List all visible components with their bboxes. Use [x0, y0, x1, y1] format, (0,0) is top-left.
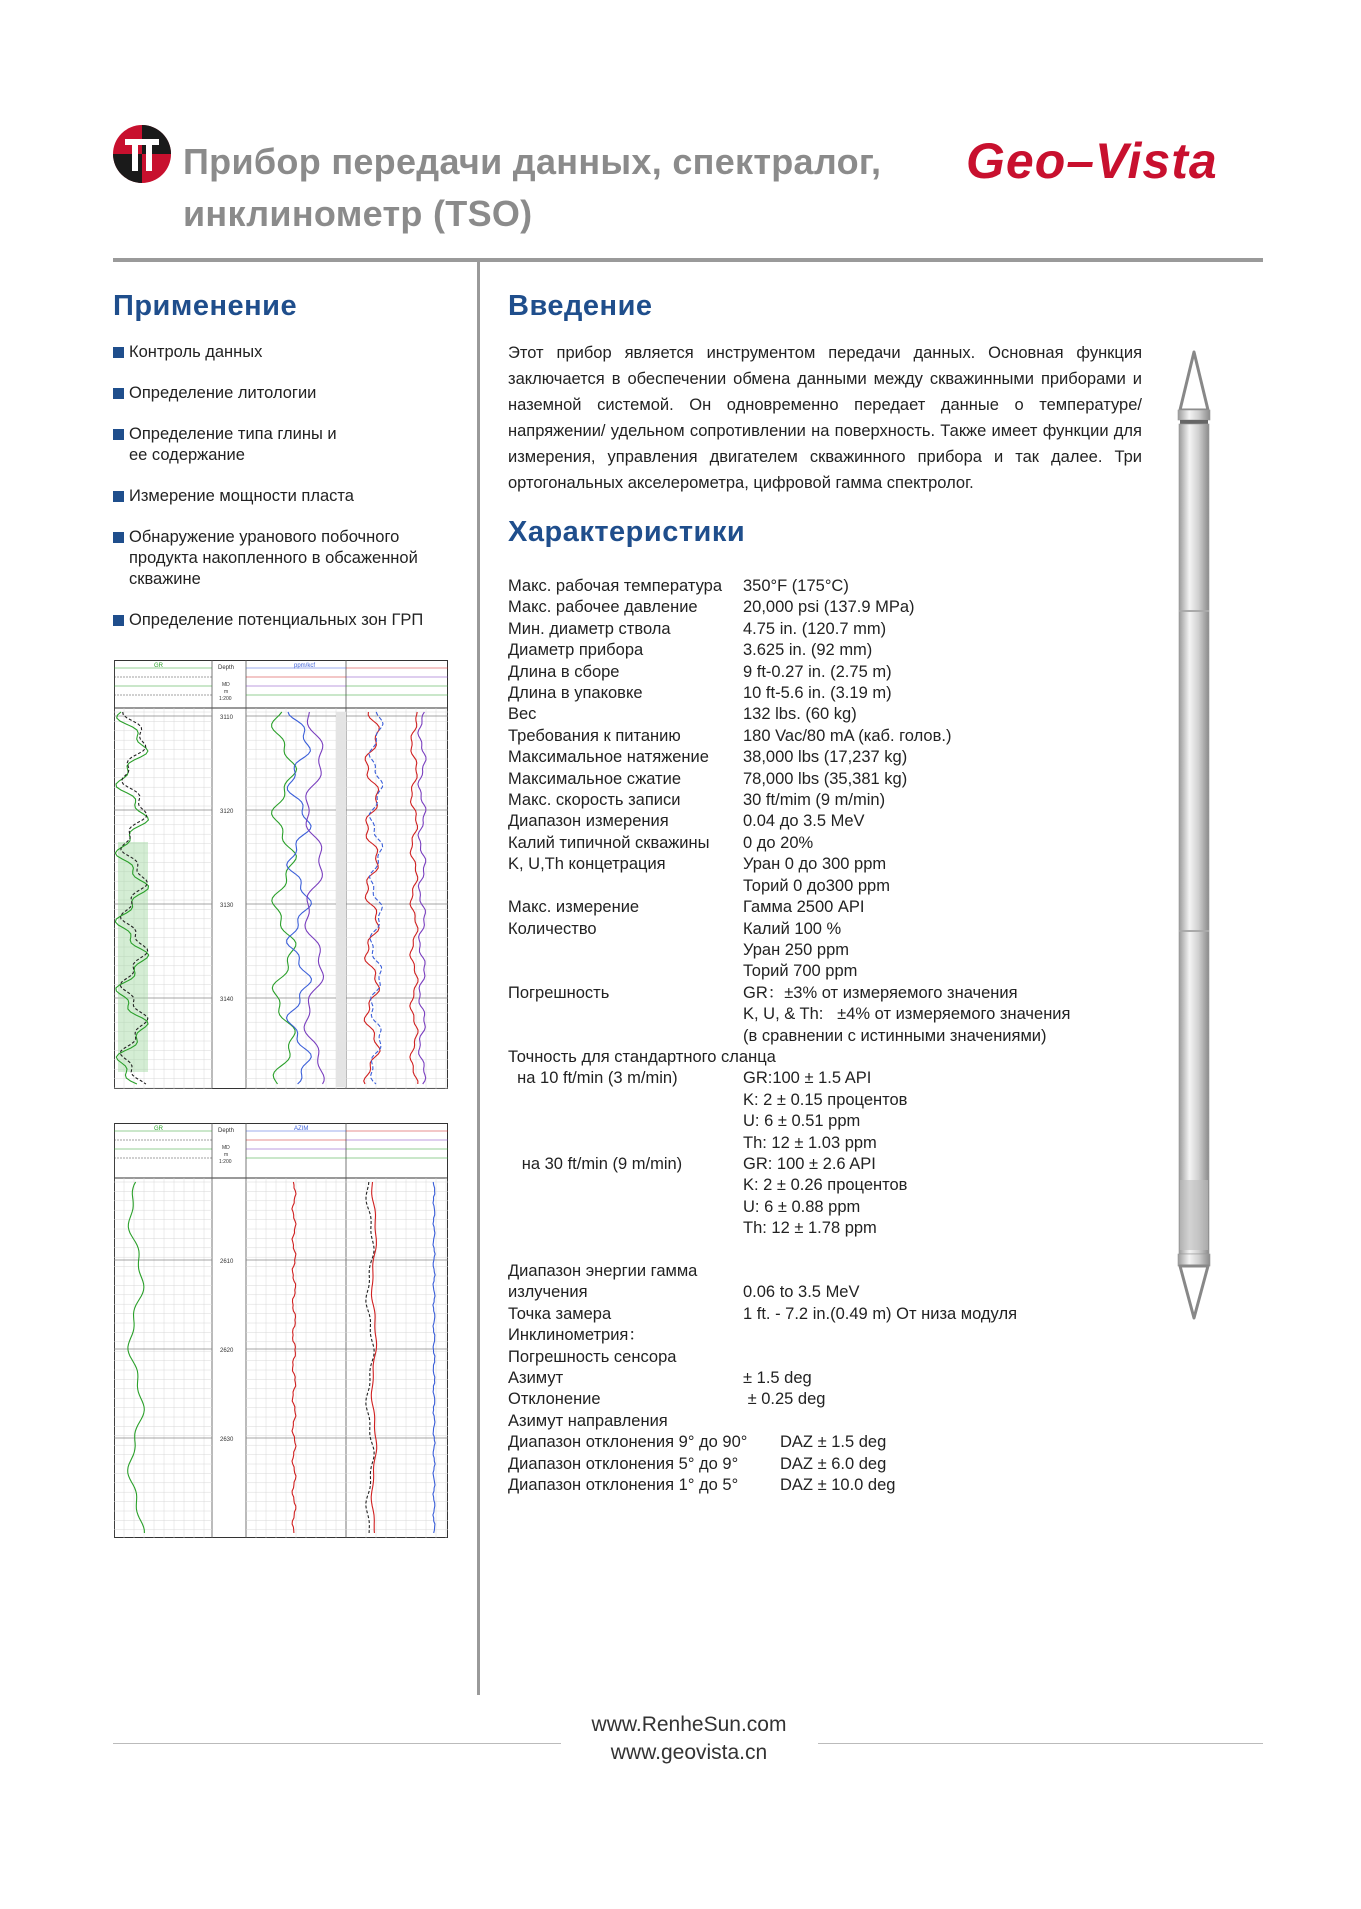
spec-row [508, 1090, 1128, 1111]
application-item [113, 383, 453, 404]
log-depth-tick: 3130 [220, 903, 234, 909]
spec-value: Калий 100 % [743, 919, 842, 938]
spec-label [508, 1218, 743, 1239]
log-unit-label: m [224, 689, 229, 695]
spec-value: 180 Vac/80 mA (каб. голов.) [743, 726, 952, 745]
spec-label: Точность для стандартного сланца [508, 1047, 776, 1066]
log-depth-tick: 2630 [220, 1437, 234, 1443]
spec-label: Диапазон энергии гамма [508, 1262, 698, 1280]
title-line-2: инклинометр (TSO) [183, 193, 533, 234]
spec-value: GR:100 ± 1.5 API [743, 1069, 872, 1088]
spec-label: на 10 ft/min (3 m/min) [508, 1069, 678, 1088]
spec-row [508, 683, 1128, 704]
log-depth-tick: 2620 [220, 1348, 234, 1354]
spec-value: 0 до 20% [743, 833, 814, 852]
column-divider [477, 262, 480, 1695]
footer-divider-left [113, 1743, 561, 1744]
log-fill-area [118, 842, 148, 1072]
spec-label: излучения [508, 1283, 588, 1302]
spec-value: 78,000 lbs (35,381 kg) [743, 769, 908, 788]
spec-row [508, 854, 1128, 875]
spec-label: Инклинометрия： [508, 1326, 645, 1345]
spec-label [508, 1090, 743, 1111]
spec-label [508, 1175, 743, 1196]
bullet-square-icon [113, 532, 124, 543]
spec-row [508, 576, 1128, 597]
spec-row [508, 640, 1128, 661]
log-fill-area [336, 712, 346, 1087]
log-depth-tick: 3110 [220, 715, 233, 721]
spec-label: Диапазон измерения [508, 812, 669, 831]
spec-row [508, 1197, 1128, 1218]
spec-row [508, 1475, 1128, 1496]
log-scale-label: 1:200 [219, 696, 232, 702]
renhe-logo-icon [112, 124, 172, 184]
spec-row [508, 919, 1128, 940]
spec-value: 1 ft. - 7.2 in.(0.49 m) От низа модуля [743, 1304, 1018, 1323]
spec-value: DAZ ± 10.0 deg [780, 1476, 896, 1495]
footer-link-renhesun[interactable]: www.RenheSun.com [591, 1713, 787, 1736]
spec-row [508, 876, 1128, 897]
spec-label: Количество [508, 919, 597, 938]
spec-row [508, 1068, 1128, 1089]
application-list [113, 342, 453, 651]
spec-label: Азимут направления [508, 1411, 668, 1430]
spec-label [508, 876, 743, 897]
spec-row [508, 1454, 1128, 1475]
spec-row [508, 769, 1128, 790]
spec-label: Погрешность [508, 983, 610, 1002]
spec-label: Максимальное сжатие [508, 769, 682, 788]
spec-value: Торий 700 ppm [743, 962, 858, 981]
specifications-heading: Характеристики [508, 516, 746, 548]
spec-label: K, U,Th концетрация [508, 855, 666, 874]
bullet-square-icon [113, 491, 124, 502]
log-frame [115, 1124, 448, 1538]
spec-label: Азимут [508, 1369, 564, 1388]
application-item-text: ее содержание [129, 446, 245, 464]
spec-row [508, 1261, 1128, 1282]
spec-value: 0.06 to 3.5 MeV [743, 1283, 860, 1302]
log-unit-label: m [224, 1152, 229, 1158]
spec-row [508, 1026, 1128, 1047]
spec-value: (в сравнении с истинными значениями) [743, 1026, 1047, 1045]
spec-row [508, 1111, 1128, 1132]
logging-tool-icon [1172, 350, 1216, 1320]
spec-label: Отклонение [508, 1390, 601, 1409]
application-item-text: Определение типа глины и [129, 425, 337, 443]
spec-value: Th: 12 ± 1.78 ppm [743, 1219, 877, 1238]
spec-row [508, 833, 1128, 854]
spec-row [508, 1240, 1128, 1261]
spec-label: Диапазон отклонения 1° до 5° [508, 1476, 739, 1495]
spec-value: GR：±3% от измеряемого значения [743, 983, 1018, 1002]
log-header-label: GR [154, 663, 163, 669]
spec-row [508, 1325, 1128, 1346]
spec-label: Калий типичной скважины [508, 833, 710, 852]
spec-label [508, 1111, 743, 1132]
header-divider [113, 258, 1263, 262]
log-depth-tick: 3140 [220, 997, 234, 1003]
log-frame [115, 661, 448, 1089]
spec-label [508, 1026, 743, 1047]
application-item [113, 527, 453, 590]
application-item-text: Определение литологии [129, 384, 317, 402]
log-header-label: GR [154, 1126, 163, 1132]
bullet-square-icon [113, 429, 124, 440]
application-item-text: Контроль данных [129, 343, 263, 361]
spec-value: K: 2 ± 0.15 процентов [743, 1090, 908, 1109]
log-depth-label: Depth [218, 665, 235, 671]
spec-row [508, 1175, 1128, 1196]
spec-label: на 30 ft/min (9 m/min) [508, 1154, 683, 1173]
spec-value: 20,000 psi (137.9 MPa) [743, 598, 915, 617]
spec-label [508, 1004, 743, 1025]
spec-row [508, 1004, 1128, 1025]
spec-value: U: 6 ± 0.88 ppm [743, 1197, 861, 1216]
spec-row [508, 1368, 1128, 1389]
spec-value: 10 ft-5.6 in. (3.19 m) [743, 684, 892, 703]
spec-row [508, 897, 1128, 918]
spec-label: Длина в сборе [508, 662, 620, 681]
spec-row [508, 662, 1128, 683]
spec-label: Диапазон отклонения 5° до 9° [508, 1454, 739, 1473]
spec-row [508, 811, 1128, 832]
spec-value: ± 0.25 deg [743, 1390, 826, 1409]
application-item [113, 342, 453, 363]
spec-label: Диапазон отклонения 9° до 90° [508, 1433, 748, 1452]
log-header-label: AZIM [294, 1126, 309, 1132]
spec-row [508, 983, 1128, 1004]
spec-value: K: 2 ± 0.26 процентов [743, 1176, 908, 1195]
introduction-text: Этот прибор является инструментом передачи данных. Основная функция заключается в обеспечении обмена данными между скважинными приборами и наземной системой. Он одновременно передает данные о температуре/напряжении/ удельном сопротивлении на поверхность. Также имеет функции для измерения, управления двигателем скважинного прибора и так далее. Три ортогональных акселерометра, цифровой гамма спектролог. [508, 344, 1142, 492]
spec-value: 9 ft-0.27 in. (2.75 m) [743, 662, 892, 681]
footer-divider-right [818, 1743, 1263, 1744]
bullet-square-icon [113, 388, 124, 399]
spec-label: Макс. измерение [508, 898, 640, 917]
log-md-label: MD [222, 682, 230, 688]
bullet-square-icon [113, 615, 124, 626]
spec-label [508, 940, 743, 961]
application-item [113, 424, 453, 466]
spec-row [508, 1304, 1128, 1325]
log-chart-2 [114, 1123, 448, 1538]
log-depth-tick: 3120 [220, 809, 234, 815]
spec-value: K, U, & Th: ±4% от измеряемого значения [743, 1005, 1071, 1024]
spec-value: 4.75 in. (120.7 mm) [743, 619, 887, 638]
spec-value: Гамма 2500 API [743, 898, 865, 917]
spec-value: U: 6 ± 0.51 ppm [743, 1112, 861, 1131]
spec-value: Th: 12 ± 1.03 ppm [743, 1133, 877, 1152]
footer-link-geovista[interactable]: www.geovista.cn [610, 1741, 768, 1764]
brand-logo-text: Geo–Vista [966, 133, 1218, 189]
spec-value: 350°F (175°C) [743, 577, 849, 595]
introduction-heading: Введение [508, 290, 653, 322]
spec-label: Макс. рабочее давление [508, 598, 698, 617]
spec-row [508, 704, 1128, 725]
spec-label [508, 961, 743, 982]
spec-value: Уран 250 ppm [743, 940, 850, 959]
spec-row [508, 961, 1128, 982]
spec-value: ± 1.5 deg [743, 1369, 812, 1388]
spec-row [508, 1389, 1128, 1410]
spec-row [508, 1347, 1128, 1368]
log-scale-label: 1:200 [219, 1159, 232, 1165]
spec-row [508, 1047, 1128, 1068]
application-item-text: Определение потенциальных зон ГРП [129, 611, 424, 629]
spec-row [508, 597, 1128, 618]
application-item-text: Измерение мощности пласта [129, 487, 354, 505]
spec-row [508, 726, 1128, 747]
application-item-text: Обнаружение уранового побочного [129, 528, 400, 546]
spec-label [508, 1240, 743, 1261]
spec-row [508, 790, 1128, 811]
specifications-table [508, 576, 1128, 1496]
log-chart-1 [114, 660, 448, 1089]
spec-value: 132 lbs. (60 kg) [743, 705, 857, 724]
spec-label: Мин. диаметр ствола [508, 619, 671, 638]
spec-label: Максимальное натяжение [508, 748, 709, 767]
log-header-label: ppm/kcf [294, 663, 316, 669]
title-line-1: Прибор передачи данных, спектралог, [183, 141, 882, 182]
spec-row [508, 1133, 1128, 1154]
application-item [113, 486, 453, 507]
spec-label: Диаметр прибора [508, 641, 644, 660]
spec-row [508, 747, 1128, 768]
log-md-label: MD [222, 1145, 230, 1151]
application-item-text: продукта накопленного в обсаженной [129, 549, 418, 567]
application-item-text: скважине [129, 570, 201, 588]
spec-value: DAZ ± 6.0 deg [780, 1454, 887, 1473]
spec-label [508, 1133, 743, 1154]
spec-value: Торий 0 до300 ppm [743, 876, 890, 895]
log-depth-label: Depth [218, 1128, 235, 1134]
spec-value: 3.625 in. (92 mm) [743, 641, 873, 660]
spec-label [508, 1197, 743, 1218]
spec-row [508, 940, 1128, 961]
spec-row [508, 1432, 1128, 1453]
spec-label: Требования к питанию [508, 726, 681, 745]
spec-label: Макс. скорость записи [508, 791, 681, 810]
spec-label: Макс. рабочая температура [508, 577, 722, 595]
spec-row [508, 1411, 1128, 1432]
spec-value: GR: 100 ± 2.6 API [743, 1154, 876, 1173]
spec-value: DAZ ± 1.5 deg [780, 1433, 887, 1452]
spec-value: 0.04 до 3.5 MeV [743, 812, 865, 831]
spec-value: 30 ft/mim (9 m/min) [743, 791, 886, 810]
spec-label: Точка замера [508, 1304, 612, 1323]
application-heading: Применение [113, 290, 298, 322]
spec-row [508, 1154, 1128, 1175]
application-item [113, 610, 453, 631]
spec-label: Длина в упаковке [508, 684, 643, 703]
spec-row [508, 619, 1128, 640]
spec-row [508, 1218, 1128, 1239]
spec-label: Погрешность сенсора [508, 1347, 677, 1366]
spec-value: Уран 0 до 300 ppm [743, 855, 887, 874]
page-title [183, 136, 881, 240]
spec-label: Вес [508, 705, 537, 724]
spec-row [508, 1282, 1128, 1303]
spec-value: 38,000 lbs (17,237 kg) [743, 748, 908, 767]
log-depth-tick: 2610 [220, 1259, 234, 1265]
bullet-square-icon [113, 347, 124, 358]
